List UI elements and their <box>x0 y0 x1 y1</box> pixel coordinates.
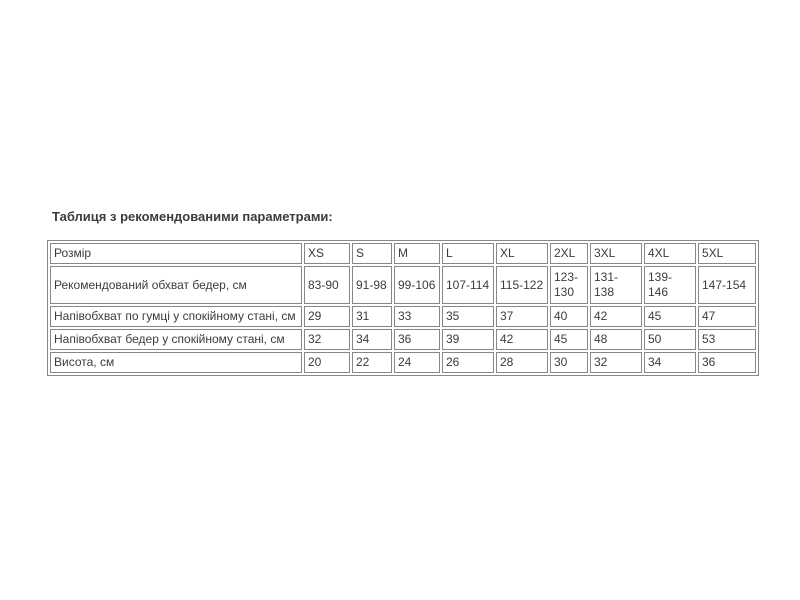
cell-value: 36 <box>698 352 756 373</box>
cell-value: 99-106 <box>394 266 440 304</box>
table-row-hip-girth <box>50 266 756 304</box>
cell-value: 37 <box>496 306 548 327</box>
cell-value: 147-154 <box>698 266 756 304</box>
cell-value: 32 <box>590 352 642 373</box>
cell-value: 26 <box>442 352 494 373</box>
cell-value: 91-98 <box>352 266 392 304</box>
header-cell-2xl: 2XL <box>550 243 588 264</box>
table-row-hip-half-girth <box>50 329 756 350</box>
cell-value: 42 <box>590 306 642 327</box>
cell-value: 22 <box>352 352 392 373</box>
cell-value: 40 <box>550 306 588 327</box>
cell-value: 28 <box>496 352 548 373</box>
table-row-waistband-half-girth <box>50 306 756 327</box>
cell-value: 20 <box>304 352 350 373</box>
header-cell-5xl: 5XL <box>698 243 756 264</box>
header-cell-size-label: Розмір <box>50 243 302 264</box>
header-cell-3xl: 3XL <box>590 243 642 264</box>
cell-value: 107-114 <box>442 266 494 304</box>
cell-value: 47 <box>698 306 756 327</box>
cell-value: 39 <box>442 329 494 350</box>
cell-value: 29 <box>304 306 350 327</box>
table-row-height <box>50 352 756 373</box>
header-cell-m: M <box>394 243 440 264</box>
row-label: Напівобхват бедер у спокійному стані, см <box>50 329 302 350</box>
row-label: Напівобхват по гумці у спокійному стані, см <box>50 306 302 327</box>
header-cell-s: S <box>352 243 392 264</box>
cell-value: 45 <box>644 306 696 327</box>
cell-value: 24 <box>394 352 440 373</box>
cell-value: 123-130 <box>550 266 588 304</box>
cell-value: 45 <box>550 329 588 350</box>
cell-value: 131-138 <box>590 266 642 304</box>
cell-value: 36 <box>394 329 440 350</box>
cell-value: 34 <box>644 352 696 373</box>
header-cell-4xl: 4XL <box>644 243 696 264</box>
row-label: Рекомендований обхват бедер, см <box>50 266 302 304</box>
cell-value: 34 <box>352 329 392 350</box>
cell-value: 139-146 <box>644 266 696 304</box>
cell-value: 50 <box>644 329 696 350</box>
cell-value: 83-90 <box>304 266 350 304</box>
header-cell-xl: XL <box>496 243 548 264</box>
cell-value: 48 <box>590 329 642 350</box>
cell-value: 53 <box>698 329 756 350</box>
cell-value: 42 <box>496 329 548 350</box>
cell-value: 32 <box>304 329 350 350</box>
cell-value: 33 <box>394 306 440 327</box>
header-cell-xs: XS <box>304 243 350 264</box>
cell-value: 35 <box>442 306 494 327</box>
size-parameters-table <box>47 240 759 376</box>
cell-value: 31 <box>352 306 392 327</box>
table-header-row <box>50 243 756 264</box>
cell-value: 115-122 <box>496 266 548 304</box>
header-cell-l: L <box>442 243 494 264</box>
row-label: Висота, см <box>50 352 302 373</box>
page-title: Таблиця з рекомендованими параметрами: <box>52 209 333 224</box>
cell-value: 30 <box>550 352 588 373</box>
